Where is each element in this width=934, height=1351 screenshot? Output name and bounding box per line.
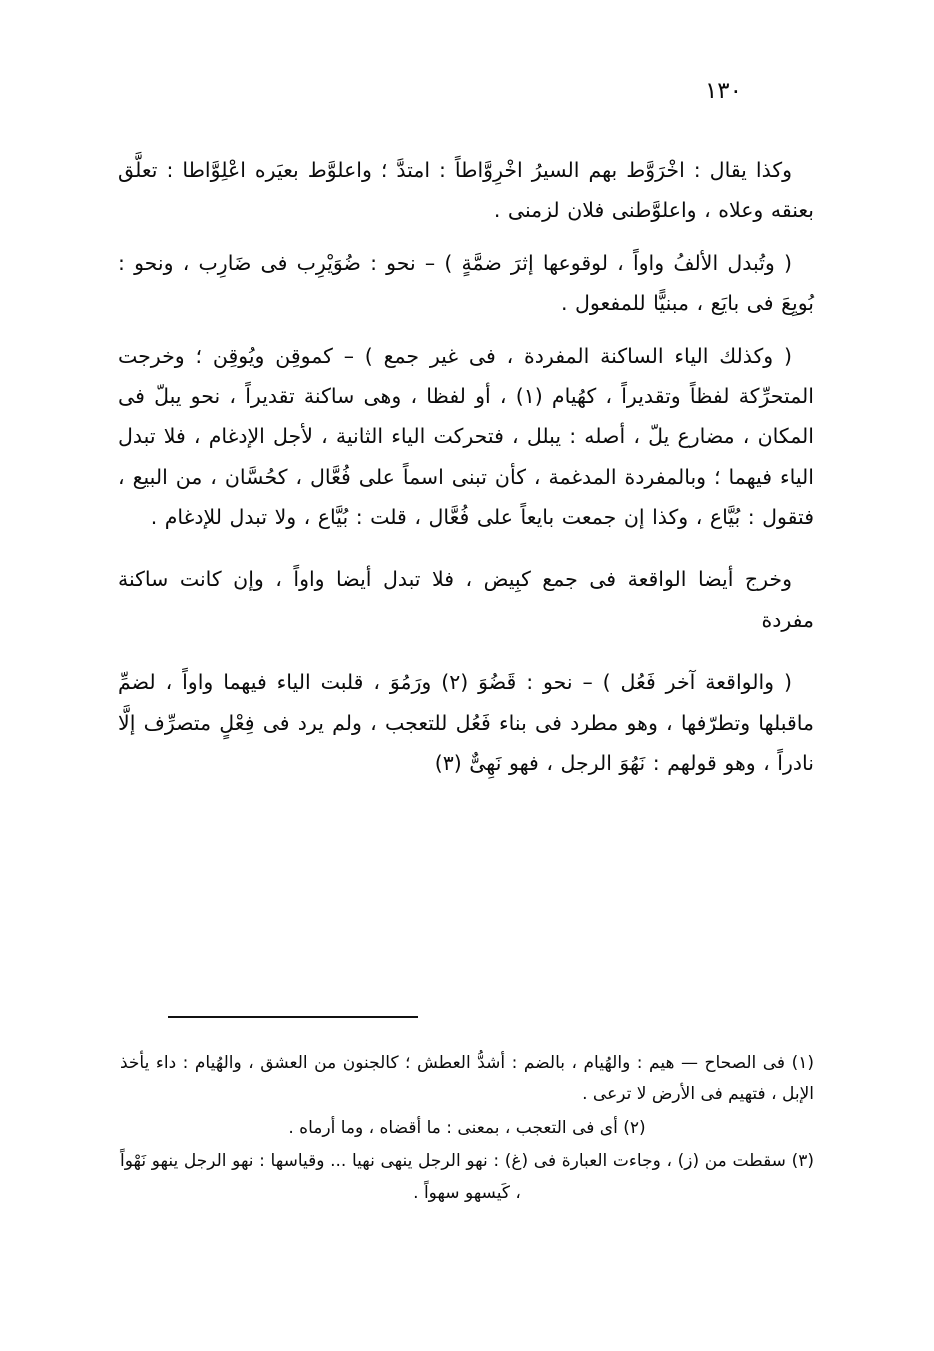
paragraph: وكذا يقال : اخْرَوَّط بهم السيرُ اخْرِوَّاطاً : امتدَّ ؛ واعلوَّط بعيَره اعْلِوَّاطا : تعلَّق بعنقه وعلاه ، واعلوَّطنى فلان لزمنى . — [118, 158, 814, 223]
page-number: ١٣٠ — [704, 78, 742, 104]
footnote-list — [120, 1048, 814, 1211]
footnote-item: (٢) أى فى التعجب ، بمعنى : ما أقضاه ، وما أرماه . — [288, 1117, 646, 1138]
paragraph: ( وكذلك الياء الساكنة المفردة ، فى غير جمع ) ‏– كموقِن ويُوقِن ؛ وخرجت المتحرِّكة لفظاً وتقديراً ، كهُيام (١) ، أو لفظا ، وهى ساكنة تقديراً ، نحو يبلّ فى المكان ، مضارع يلّ ، أصله : يبلل ، فتحركت الياء الثانية ، لأجل الإدغام ، فلا تبدل الياء فيهما ؛ وبالمفردة المدغمة ، كأن تبنى اسماً على فُعَّال ، كحُسَّان ، من البيع ، فتقول : بُيَّاع ، وكذا إن جمعت بايعاً على فُعَّال ، قلت : بُيَّاع ، ولا تبدل للإدغام . — [118, 343, 814, 529]
paragraph: وخرج أيضا الواقعة فى جمع كبِيض ، فلا تبدل أيضا واواً ، وإن كانت ساكنة مفردة — [118, 567, 814, 632]
body-text — [118, 150, 814, 789]
paragraph: ( وتُبدل الألفُ واواً ، لوقوعها إثرَ ضمَّةٍ ) ‏– نحو : ضُوَيْرِب فى ضَارِب ، ونحو : بُويِعَ فى بايَع ، مبنيًّا للمفعول . — [118, 250, 814, 316]
paragraph: ( والواقعة آخر فَعُل ) ‏– نحو : قَضُوَ (٢) ورَمُوَ ، قلبت الياء فيهما واواً ، لضمِّ ماقبلها وتطرّفها ، وهو مطرد فى بناء فَعُل للتعجب ، ولم يرد فى فِعْلٍ متصرِّف إلَّا نادراً ، وهو قولهم : نَهُوَ الرجل ، فهو نَهِىٌّ (٣) — [118, 670, 814, 775]
footnote-item: (٣) سقطت من (ز) ، وجاءت العبارة فى (غ) : نهو الرجل ينهى نهيا ... وقياسها : نهو الرجل ينهو نَهْواً ، كَيسهو سهواً . — [120, 1151, 814, 1203]
footnote-item: (١) فى الصحاح — هيم : والهُيام ، بالضم : أشدُّ العطش ؛ كالجنون من العشق ، والهُيام : داء يأخذ الإبل ، فتهيم فى الأرض لا ترعى . — [120, 1053, 814, 1105]
footnote-separator — [168, 1016, 418, 1018]
